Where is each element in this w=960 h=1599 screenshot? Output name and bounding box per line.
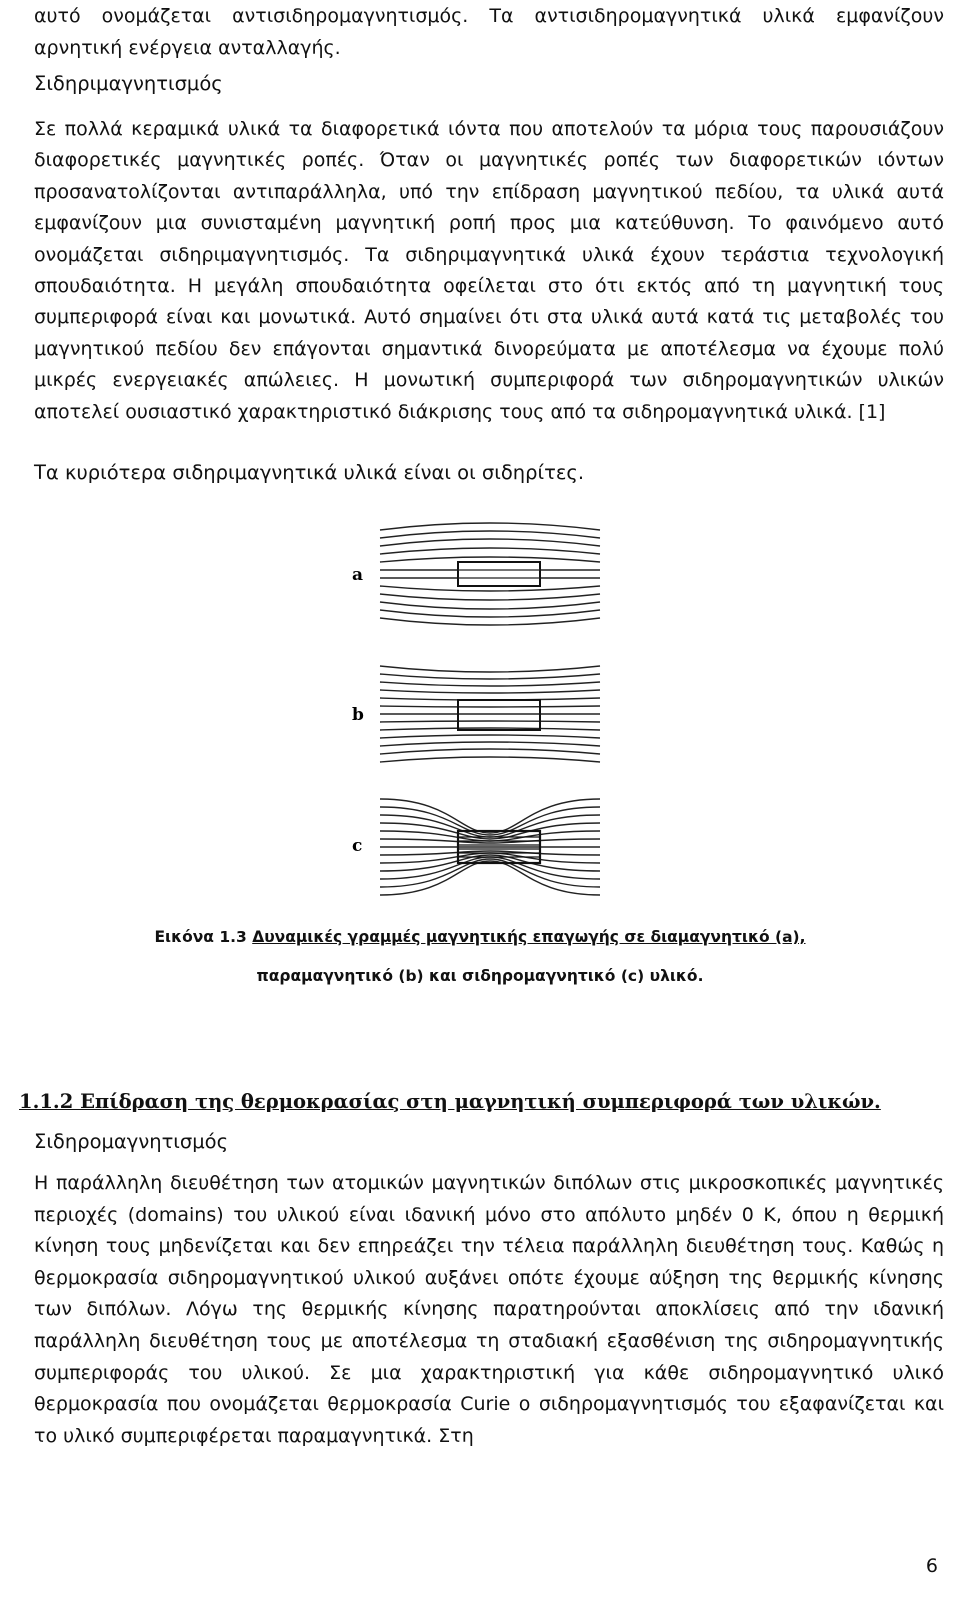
figure-caption-line1 [0,928,960,946]
figure-label-a: a [352,565,364,585]
figure-caption-title: Δυναμικές γραμμές μαγνητικής επαγωγής σε διαμαγνητικό (a), [252,928,806,946]
intro-paragraph: αυτό ονομάζεται αντισιδηρομαγνητισμός. Τα αντισιδηρομαγνητικά υλικά εμφανίζουν αρνητική ενέργεια ανταλλαγής. [34,5,944,59]
ferrimagnetism-heading: Σιδηριμαγνητισμός [34,72,223,95]
figure-caption-line2: παραμαγνητικό (b) και σιδηρομαγνητικό (c) υλικό. [256,967,704,985]
field-lines-diagram-b [340,660,640,770]
ferrites-sentence: Τα κυριότερα σιδηριμαγνητικά υλικά είναι οι σιδηρίτες. [34,461,585,484]
section-title: 1.1.2 Επίδραση της θερμοκρασίας στη μαγνητική συμπεριφορά των υλικών. [19,1090,881,1113]
figure-number: Εικόνα 1.3 [154,928,253,946]
field-lines-diagram-a [340,520,640,630]
ferrimagnetism-paragraph: Σε πολλά κεραμικά υλικά τα διαφορετικά ιόντα που αποτελούν τα μόρια τους παρουσιάζουν διαφορετικές μαγνητικές ροπές. Όταν οι μαγνητικές ροπές των διαφορετικών ιόντων προσανατολίζονται αντιπαράλληλα, υπό την επίδραση μαγνητικού πεδίου, τα υλικά αυτά εμφανίζουν μια συνισταμένη μαγνητική ροπή προς μια κατεύθυνση. Το φαινόμενο αυτό ονομάζεται σιδηριμαγνητισμός. Τα σιδηριμαγνητικά υλικά έχουν τεράστια τεχνολογική σπουδαιότητα. Η μεγάλη σπουδαιότητα οφείλεται στο ότι εκτός από τη μαγνητική τους συμπεριφορά είναι και μονωτικά. Αυτό σημαίνει ότι στα υλικά αυτά κατά τις μεταβολές του μαγνητικού πεδίου δεν επάγονται σημαντικά δινορεύματα με αποτέλεσμα να έχουμε πολύ μικρές ενεργειακές απώλειες. Η μονωτική συμπεριφορά των σιδηρομαγνητικών υλικών αποτελεί ουσιαστικό χαρακτηριστικό διάκρισης τους από τα σιδηρομαγνητικά υλικά. [1] [34,118,944,423]
figure-label-c: c [352,836,363,856]
page-number: 6 [925,1555,938,1577]
figure-b-paramagnetic [340,660,640,770]
field-lines-diagram-c [340,795,640,905]
ferromagnetism-paragraph: Η παράλληλη διευθέτηση των ατομικών μαγνητικών διπόλων στις μικροσκοπικές μαγνητικές περιοχές (domains) του υλικού είναι ιδανική μόνο στο απόλυτο μηδέν 0 K, όπου η θερμική κίνηση τους μηδενίζεται και δεν επηρεάζει την τέλεια παράλληλη διευθέτηση τους. Καθώς η θερμοκρασία σιδηρομαγνητικού υλικού αυξάνει οπότε έχουμε αύξηση της θερμικής κίνησης των διπόλων. Λόγω της θερμικής κίνησης παρατηρούνται αποκλίσεις από την ιδανική παράλληλη διευθέτηση τους με αποτέλεσμα τη σταδιακή εξασθένιση της σιδηρομαγνητικής συμπεριφοράς του υλικού. Σε μια χαρακτηριστική για κάθε σιδηρομαγνητικό υλικό θερμοκρασία που ονομάζεται θερμοκρασία Curie ο σιδηρομαγνητισμός του εξαφανίζεται και το υλικό συμπεριφέρεται παραμαγνητικά. Στη [34,1172,944,1447]
figure-a-diamagnetic [340,520,640,630]
figure-label-b: b [352,705,364,725]
ferromagnetism-heading: Σιδηρομαγνητισμός [34,1130,229,1153]
figure-c-ferromagnetic [340,795,640,905]
